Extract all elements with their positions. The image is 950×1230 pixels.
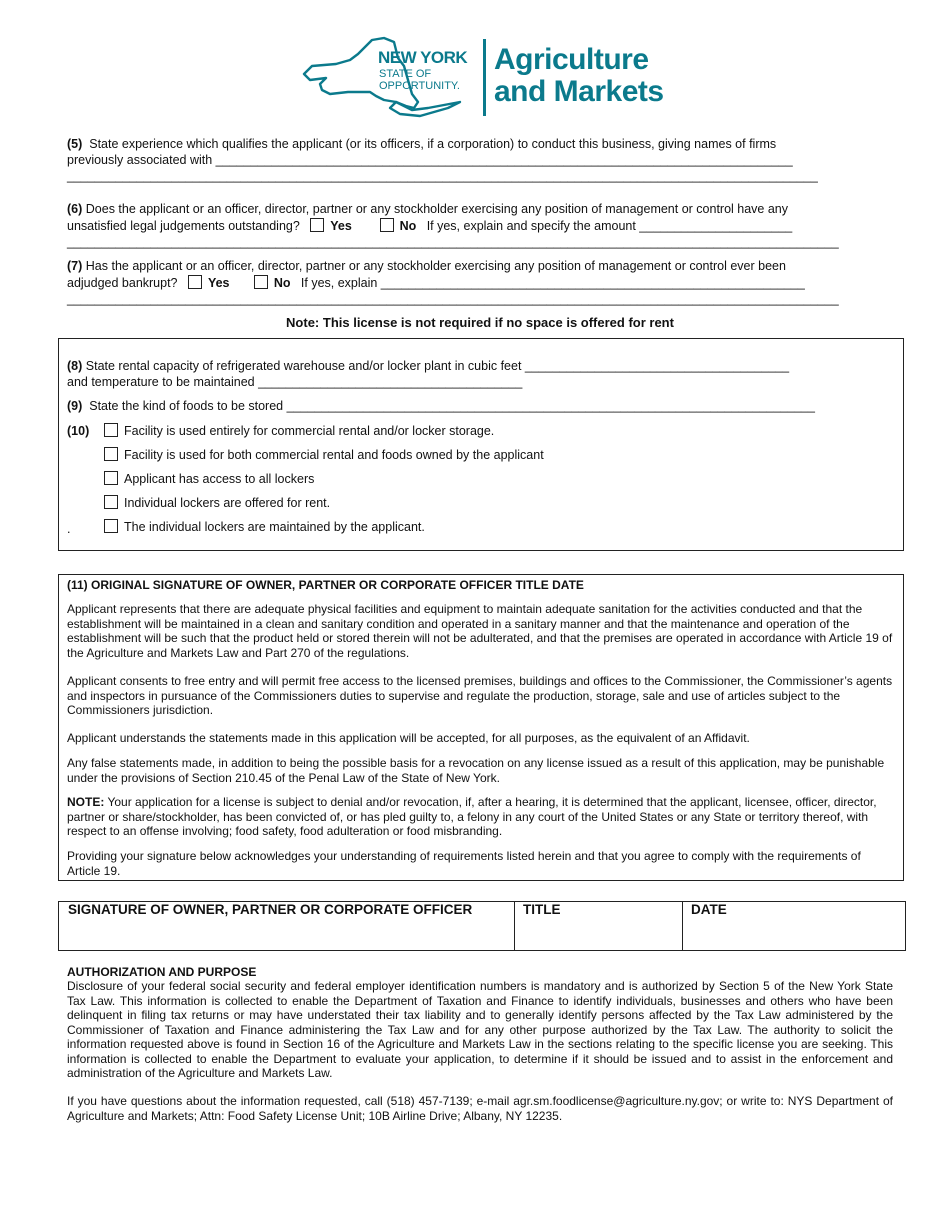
q10-option-3-label: Applicant has access to all lockers	[124, 472, 315, 486]
q5-line3[interactable]: ____________________________________________________________________________________________________________	[67, 169, 818, 183]
q8-line1	[67, 358, 789, 374]
q8-number: (8)	[67, 359, 83, 373]
signature-table-divider-1	[514, 901, 515, 951]
q10-option-2-label: Facility is used for both commercial rental and foods owned by the applicant	[124, 448, 544, 462]
q7-yes-label: Yes	[207, 276, 230, 290]
q11-note-label: NOTE:	[67, 795, 105, 809]
q9-foods-field[interactable]: State the kind of foods to be stored ____________________________________________________________________________	[89, 399, 815, 413]
q7-no-label: No	[273, 276, 291, 290]
authorization-heading: AUTHORIZATION AND PURPOSE	[67, 965, 257, 979]
q6-text: Does the applicant or an officer, director, partner or any stockholder exercising any position of management or control have any	[85, 202, 789, 216]
stray-dot: .	[67, 522, 71, 536]
q6-yes-checkbox[interactable]	[310, 218, 324, 232]
q10-option-3	[104, 471, 314, 487]
rental-note: Note: This license is not required if no space is offered for rent	[286, 315, 674, 330]
q9-line1	[67, 398, 815, 414]
q6-line1	[67, 201, 788, 217]
q10-option-3-checkbox[interactable]	[104, 471, 118, 485]
q7-text: Has the applicant or an officer, director, partner or any stockholder exercising any position of management or control ever been	[85, 259, 786, 273]
q11-paragraph-5	[67, 795, 893, 839]
q6-explain-field[interactable]: If yes, explain and specify the amount ______________________	[426, 219, 793, 233]
q10-option-4	[104, 495, 330, 511]
q6-number: (6)	[67, 202, 83, 216]
q10-option-5-checkbox[interactable]	[104, 519, 118, 533]
q6-line3[interactable]: _______________________________________________________________________________________________________________	[67, 235, 839, 249]
q10-option-4-checkbox[interactable]	[104, 495, 118, 509]
signature-table-divider-2	[682, 901, 683, 951]
q10-option-2-checkbox[interactable]	[104, 447, 118, 461]
q11-note-text: Your application for a license is subject to denial and/or revocation, if, after a hearing, it is determined that the applicant, licensee, officer, director, partner or share/stockholder, has been convicted of, or has pled guilty to, a felony in any court of the United States or any State or territory thereof, with respect to an offense involving; food safety, food adulteration or food misbranding.	[67, 795, 877, 838]
q5-number: (5)	[67, 137, 83, 151]
q7-question: adjudged bankrupt?	[67, 276, 178, 290]
q7-line3[interactable]: _______________________________________________________________________________________________________________	[67, 292, 839, 306]
q7-explain-field[interactable]: If yes, explain _____________________________________________________________	[300, 276, 805, 290]
state-tagline-1: STATE OF	[379, 68, 432, 80]
q11-paragraph-6: Providing your signature below acknowledges your understanding of requirements listed herein and that you agree to comply with the requirements of Article 19.	[67, 849, 861, 878]
q10-option-1-label: Facility is used entirely for commercial rental and/or locker storage.	[124, 424, 495, 438]
q7-line2	[67, 275, 805, 291]
q10-option-1	[104, 423, 494, 439]
q6-no-checkbox[interactable]	[380, 218, 394, 232]
agency-logo	[300, 36, 670, 120]
q7-line1	[67, 258, 786, 274]
q11-heading: (11) ORIGINAL SIGNATURE OF OWNER, PARTNER OR CORPORATE OFFICER TITLE DATE	[67, 578, 584, 592]
contact-info: If you have questions about the information requested, call (518) 457-7139; e-mail agr.sm.foodlicense@agriculture.ny.gov; or write to: NYS Department of Agriculture and Markets; Attn: Food Safety License Unit; 10B Airline Drive; Albany, NY 12235.	[67, 1094, 893, 1123]
q10-number: (10)	[67, 424, 90, 438]
q10-option-4-label: Individual lockers are offered for rent.	[124, 496, 331, 510]
q10-option-5-label: The individual lockers are maintained by the applicant.	[124, 520, 425, 534]
q11-paragraph-4: Any false statements made, in addition to being the possible basis for a revocation on any license issued as a result of this application, may be punishable under the provisions of Section 210.45 of the Penal Law of the State of New York.	[67, 756, 885, 785]
q8-temperature-field[interactable]: and temperature to be maintained ______________________________________	[67, 375, 523, 389]
q6-line2	[67, 218, 792, 234]
q9-number: (9)	[67, 399, 83, 413]
q11-paragraph-2: Applicant consents to free entry and will permit free access to the licensed premises, buildings and offices to the Commissioner, the Commissioner’s agents and inspectors in pursuance of the Commissioners duties to supervise and regulate the production, storage, sale and use of articles subject to the Commissioners jurisdiction.	[67, 674, 893, 717]
q10-option-1-checkbox[interactable]	[104, 423, 118, 437]
q11-paragraph-3: Applicant understands the statements made in this application will be accepted, for all purposes, as the equivalent of an Affidavit.	[67, 731, 750, 745]
q10-option-2	[104, 447, 544, 463]
q5-line1	[67, 136, 776, 152]
agency-name-line1: Agriculture	[494, 43, 649, 76]
authorization-body: Disclosure of your federal social security and federal employer identification numbers is mandatory and is authorized by Section 5 of the New York State Tax Law. This information is collected to enable the Department of Taxation and Finance to identify individuals, businesses and others who have been delinquent in filing tax returns or may have understated their tax liability and to generally identify persons affected by the Tax Law administered by the Commissioner of Taxation and Finance administering the Tax Law and for any other purpose authorized by the Tax Law. The authority to solicit the information requested above is found in Section 16 of the Agriculture and Markets Law in the sections relating to the specific license you are seeking. This information is collected to enable the Department to evaluate your application, to determine if it should be issued and to assist in the enforcement and administration of the Agriculture and Markets Law.	[67, 979, 893, 1080]
q7-number: (7)	[67, 259, 83, 273]
state-name: NEW YORK	[378, 48, 468, 67]
state-tagline-2: OPPORTUNITY.	[379, 80, 460, 92]
agency-name-line2: and Markets	[494, 75, 664, 108]
q8-capacity-field[interactable]: State rental capacity of refrigerated warehouse and/or locker plant in cubic feet ______________________________________	[85, 359, 790, 373]
q6-question: unsatisfied legal judgements outstanding?	[67, 219, 300, 233]
q5-text: State experience which qualifies the applicant (or its officers, if a corporation) to conduct this business, giving names of firms	[89, 137, 777, 151]
q10-option-5	[104, 519, 425, 535]
q7-yes-checkbox[interactable]	[188, 275, 202, 289]
q6-yes-label: Yes	[330, 219, 352, 233]
title-field-header[interactable]: TITLE	[523, 902, 561, 917]
logo-divider	[483, 39, 486, 116]
q11-paragraph-1: Applicant represents that there are adequate physical facilities and equipment to maintain adequate sanitation for the activities conducted and that the establishment will be maintained in a clean and sanitary condition and operated in a sanitary manner and that the maintenance and operation of the establishment will be such that the product held or stored therein will not be adulterated, and that the premises are operated in accordance with Article 19 of the Agriculture and Markets Law and Part 270 of the regulations.	[67, 602, 893, 660]
q5-line2[interactable]: previously associated with ___________________________________________________________________________________	[67, 153, 793, 167]
q7-no-checkbox[interactable]	[254, 275, 268, 289]
signature-field-header[interactable]: SIGNATURE OF OWNER, PARTNER OR CORPORATE OFFICER	[68, 902, 473, 917]
q6-no-label: No	[399, 219, 417, 233]
date-field-header[interactable]: DATE	[691, 902, 727, 917]
